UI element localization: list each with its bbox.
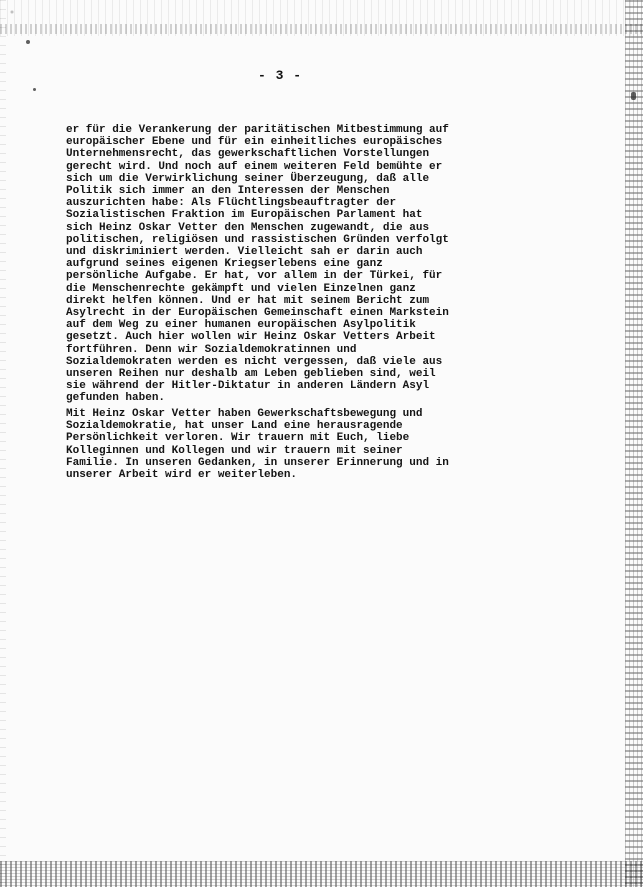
text-line: unserer Arbeit wird er weiterleben. <box>66 469 298 482</box>
text-line: Sozialdemokratie, hat unser Land eine herausragende <box>66 420 403 433</box>
paragraph-2 <box>66 408 496 481</box>
text-line: und diskriminiert werden. Vielleicht sah er darin auch <box>66 246 423 259</box>
scan-noise-left <box>0 0 6 887</box>
text-line: auszurichten habe: Als Flüchtlingsbeauftragter der <box>66 197 397 210</box>
text-line: auf dem Weg zu einer humanen europäischen Asylpolitik <box>66 319 416 332</box>
text-line: Mit Heinz Oskar Vetter haben Gewerkschaftsbewegung und <box>66 408 423 420</box>
text-line: Asylrecht in der Europäischen Gemeinschaft einen Markstein <box>66 307 449 320</box>
text-line: direkt helfen können. Und er hat mit seinem Bericht zum <box>66 294 430 307</box>
scan-noise-bottom <box>0 861 643 887</box>
text-line: gefunden haben. <box>66 392 166 405</box>
scan-edge-line-top <box>0 24 643 34</box>
scan-noise-right <box>625 0 643 887</box>
text-line: persönliche Aufgabe. Er hat, vor allem in der Türkei, für <box>66 270 443 283</box>
text-line: Sozialistischen Fraktion im Europäischen Parlament hat <box>66 209 423 222</box>
text-line: sie während der Hitler-Diktatur in anderen Ländern Asyl <box>66 380 430 393</box>
text-line: gerecht wird. Und noch auf einem weiteren Feld bemühte er <box>66 160 443 173</box>
text-line: fortführen. Denn wir Sozialdemokratinnen und <box>66 343 357 356</box>
text-line: Familie. In unseren Gedanken, in unserer Erinnerung und in <box>66 456 449 469</box>
text-line: unseren Reihen nur deshalb am Leben geblieben sind, weil <box>66 368 436 381</box>
text-line: Sozialdemokraten werden es nicht vergessen, daß viele aus <box>66 355 443 368</box>
paragraph-1 <box>66 124 496 405</box>
text-line: Persönlichkeit verloren. Wir trauern mit Euch, liebe <box>66 432 410 445</box>
scan-speck <box>33 88 36 91</box>
text-line: Unternehmensrecht, das gewerkschaftlichen Vorstellungen <box>66 148 430 161</box>
page-number: - 3 - <box>258 68 303 83</box>
text-line: politischen, religiösen und rassistischen Gründen verfolgt <box>66 233 449 246</box>
text-line: Politik sich immer an den Interessen der Menschen <box>66 185 390 198</box>
text-line: aufgrund seines eigenen Kriegserlebens eine ganz <box>66 258 383 271</box>
text-line: europäischer Ebene und für ein einheitliches europäisches <box>66 136 443 149</box>
text-line: Kolleginnen und Kollegen und wir trauern mit seiner <box>66 444 403 457</box>
text-line: sich um die Verwirklichung seiner Überzeugung, daß alle <box>66 172 430 185</box>
text-line: er für die Verankerung der paritätischen Mitbestimmung auf <box>66 124 449 136</box>
text-line: sich Heinz Oskar Vetter den Menschen zugewandt, die aus <box>66 221 430 234</box>
text-line: gesetzt. Auch hier wollen wir Heinz Oskar Vetters Arbeit <box>66 331 436 344</box>
scan-speck <box>631 92 636 100</box>
text-line: die Menschenrechte gekämpft und vielen Einzelnen ganz <box>66 282 416 295</box>
scan-speck <box>26 40 30 44</box>
